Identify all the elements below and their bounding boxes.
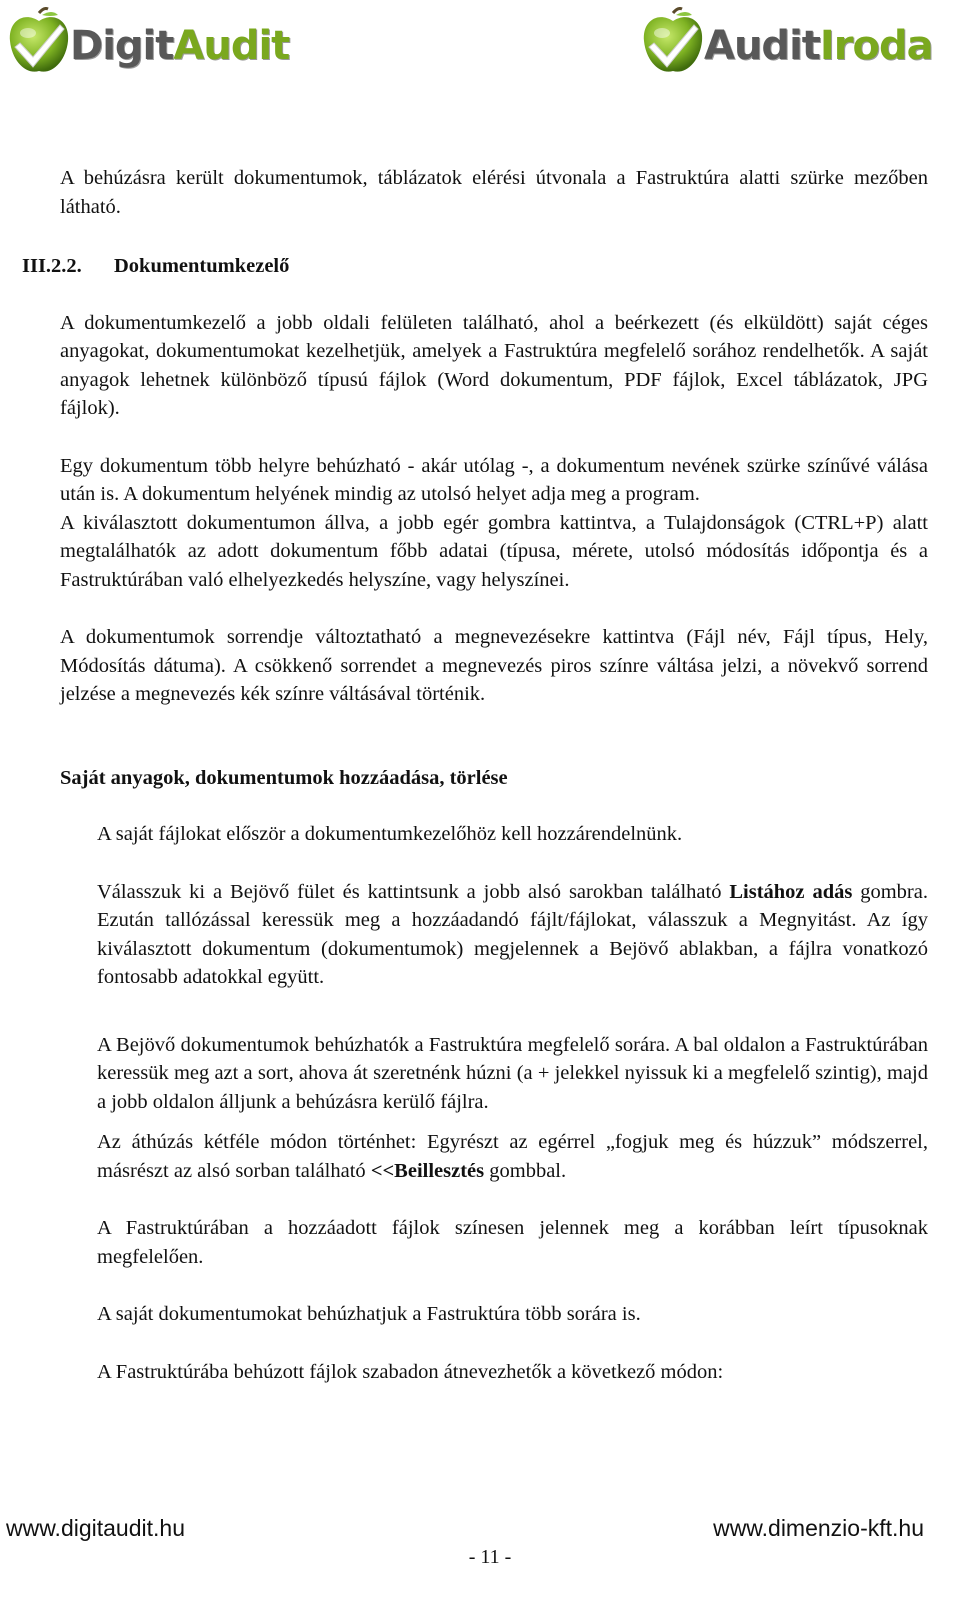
paragraph: A dokumentumkezelő a jobb oldali felületen található, ahol a beérkezett (és elküldött) saját céges anyagokat, dokumentumokat kezelhetjük, amelyek a Fastruktúra megfelelő sorához rendelhetők. A saját anyagok lehetnek különböző típusú fájlok (Word dokumentum, PDF fájlok, Excel táblázatok, JPG fájlok). — [60, 311, 928, 419]
logo-left-part2: Audit — [173, 23, 290, 69]
text-run: gombbal. — [484, 1159, 567, 1182]
paragraph: A kiválasztott dokumentumon állva, a jobb egér gombra kattintva, a Tulajdonságok (CTRL+P) alatt megtalálhatók az adott dokumentum főbb adatai (típusa, mérete, utolsó módosítás időpontja és a Fastruktúrában való elhelyezkedés helyszíne, vagy helyszínei. — [60, 511, 928, 591]
logo-digitaudit — [6, 6, 289, 78]
paragraph: A Fastruktúrában a hozzáadott fájlok színesen jelennek meg a korábban leírt típusoknak megfelelően. — [97, 1217, 928, 1268]
footer-right-url: www.dimenzio-kft.hu — [713, 1515, 924, 1541]
paragraph — [97, 1128, 928, 1185]
paragraph: A saját fájlokat először a dokumentumkezelőhöz kell hozzárendelnünk. — [97, 823, 683, 845]
paragraph: A saját dokumentumokat behúzhatjuk a Fastruktúra több sorára is. — [97, 1303, 641, 1325]
page-number: - 11 - — [468, 1546, 512, 1568]
document-body — [22, 164, 928, 1386]
logo-auditiroda — [640, 6, 933, 78]
apple-check-icon — [6, 7, 72, 77]
footer-left-url: www.digitaudit.hu — [6, 1515, 185, 1541]
subheading: Saját anyagok, dokumentumok hozzáadása, törlése — [60, 766, 508, 789]
paragraph: A behúzásra került dokumentumok, táblázatok elérési útvonala a Fastruktúra alatti szürke mezőben látható. — [60, 167, 928, 218]
paragraph: A Bejövő dokumentumok behúzhatók a Fastruktúra megfelelő sorára. A bal oldalon a Fastruktúrában keressük meg azt a sort, ahova át szeretnénk húzni (a + jelekkel nyissuk ki a megfelelő szintig), majd a jobb oldalon álljunk a behúzásra kerülő fájlra. — [97, 1033, 928, 1113]
logo-left-part1: Digit — [70, 23, 174, 69]
paragraph: A Fastruktúrába behúzott fájlok szabadon átnevezhetők a következő módon: — [97, 1360, 724, 1383]
section-heading — [22, 252, 928, 281]
text-run: Az áthúzás kétféle módon történhet: Egyrészt az egérrel „fogjuk meg és húzzuk” módszerrel, másrészt az alsó sorban található — [97, 1131, 928, 1182]
text-run: Válasszuk ki a Bejövő fület és kattintsunk a jobb alsó sarokban található — [97, 880, 730, 903]
paragraph — [97, 878, 928, 992]
section-title: Dokumentumkezelő — [114, 255, 290, 277]
logo-right-part1: Audit — [704, 23, 820, 69]
section-number: III.2.2. — [22, 255, 82, 277]
paragraph: Egy dokumentum több helyre behúzható - akár utólag -, a dokumentum nevének szürke színűvé válása után is. A dokumentum helyének mindig az utolsó helyet adja meg a program. — [60, 454, 928, 505]
logo-right-part2: Iroda — [819, 23, 933, 69]
bold-term: Listához adás — [729, 880, 853, 903]
text-run: gombra. Ezután tallózással keressük meg a hozzáadandó fájlt/fájlokat, válasszuk a Megnyitást. Az így kiválasztott dokumentum (dokumentumok) megjelennek a Bejövő ablakban, a fájlra vonatkozó fontosabb adatokkal együtt. — [97, 880, 928, 988]
bold-term: <<Beillesztés — [370, 1159, 485, 1182]
apple-check-icon — [640, 7, 706, 77]
paragraph: A dokumentumok sorrendje változtatható a megnevezésekre kattintva (Fájl név, Fájl típus, Hely, Módosítás dátuma). A csökkenő sorrendet a megnevezés piros színre váltása jelzi, a növekvő sorrend jelzése a megnevezés kék színre váltásával történik. — [60, 626, 928, 705]
